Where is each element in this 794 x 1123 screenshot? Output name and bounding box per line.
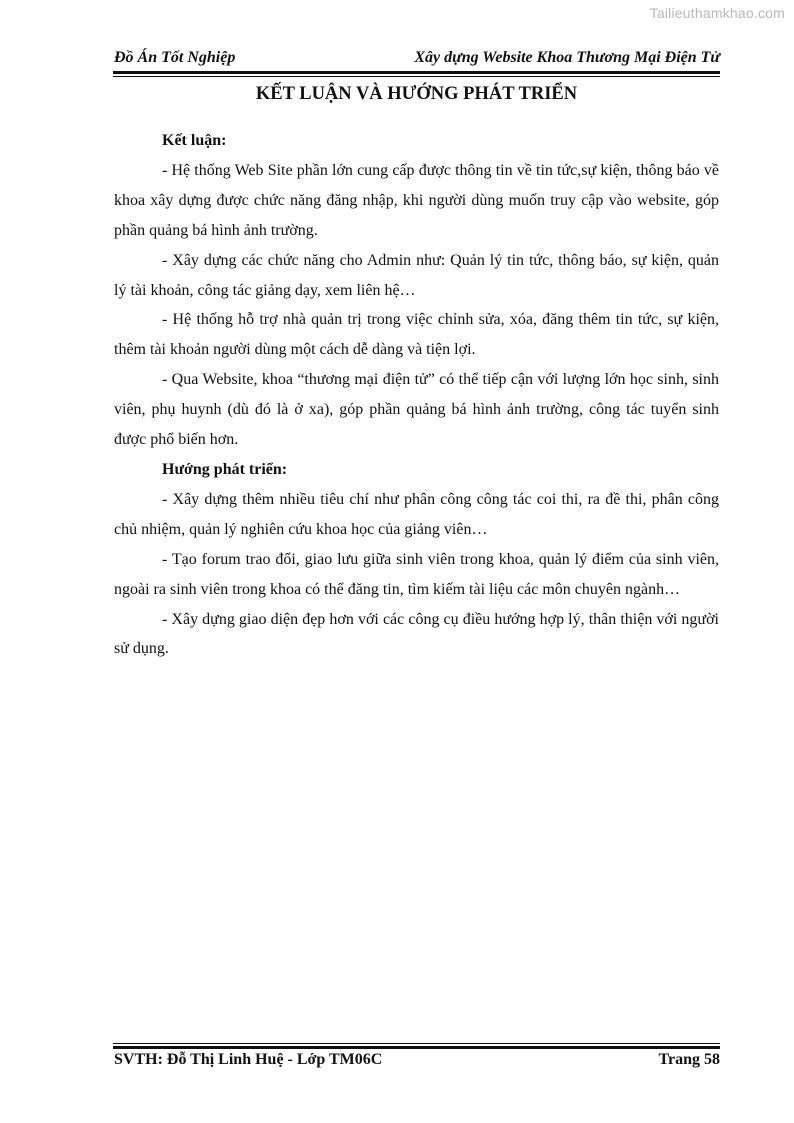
page-number: Trang 58 — [658, 1051, 720, 1068]
conclusion-paragraph: - Hệ thống hỗ trợ nhà quản trị trong việc chỉnh sửa, xóa, đăng thêm tin tức, sự kiện, thêm tài khoản người dùng một cách dễ dàng và tiện lợi. — [114, 311, 719, 359]
development-paragraph: - Xây dựng giao diện đẹp hơn với các công cụ điều hướng hợp lý, thân thiện với người sử dụng. — [114, 610, 719, 658]
footer-author: SVTH: Đỗ Thị Linh Huệ - Lớp TM06C — [114, 1051, 383, 1068]
page-header — [114, 49, 720, 67]
page-footer — [114, 1051, 720, 1069]
conclusion-paragraph: - Qua Website, khoa “thương mại điện tử” có thể tiếp cận với lượng lớn học sinh, sinh viên, phụ huynh (dù đó là ở xa), góp phần quảng bá hình ảnh trường, công tác tuyển sinh được phổ biến hơn. — [114, 371, 719, 449]
development-paragraph: - Tạo forum trao đổi, giao lưu giữa sinh viên trong khoa, quản lý điểm của sinh viên, ngoài ra sinh viên trong khoa có thể đăng tin, tìm kiếm tài liệu các môn chuyên ngành… — [114, 550, 719, 598]
header-rule — [113, 71, 720, 77]
footer-rule — [113, 1043, 720, 1049]
header-right: Xây dựng Website Khoa Thương Mại Điện Tử — [414, 49, 720, 66]
header-left: Đồ Án Tốt Nghiệp — [114, 49, 236, 66]
development-heading: Hướng phát triển: — [162, 460, 288, 478]
watermark: Tailieuthamkhao.com — [649, 5, 785, 21]
page-title: KẾT LUẬN VÀ HƯỚNG PHÁT TRIỂN — [255, 84, 578, 104]
development-paragraph: - Xây dựng thêm nhiều tiêu chí như phân công công tác coi thi, ra đề thi, phân công chủ nhiệm, quản lý nghiên cứu khoa học của giảng viên… — [114, 490, 719, 538]
conclusion-paragraph: - Xây dựng các chức năng cho Admin như: Quản lý tin tức, thông báo, sự kiện, quản lý tài khoản, công tác giảng dạy, xem liên hệ… — [114, 251, 719, 299]
conclusion-heading: Kết luận: — [162, 132, 227, 149]
document-body — [114, 126, 719, 664]
conclusion-paragraph: - Hệ thống Web Site phần lớn cung cấp được thông tin về tin tức,sự kiện, thông báo về khoa xây dựng được chức năng đăng nhập, khi người dùng muốn truy cập vào website, góp phần quảng bá hình ảnh trường. — [114, 161, 719, 239]
